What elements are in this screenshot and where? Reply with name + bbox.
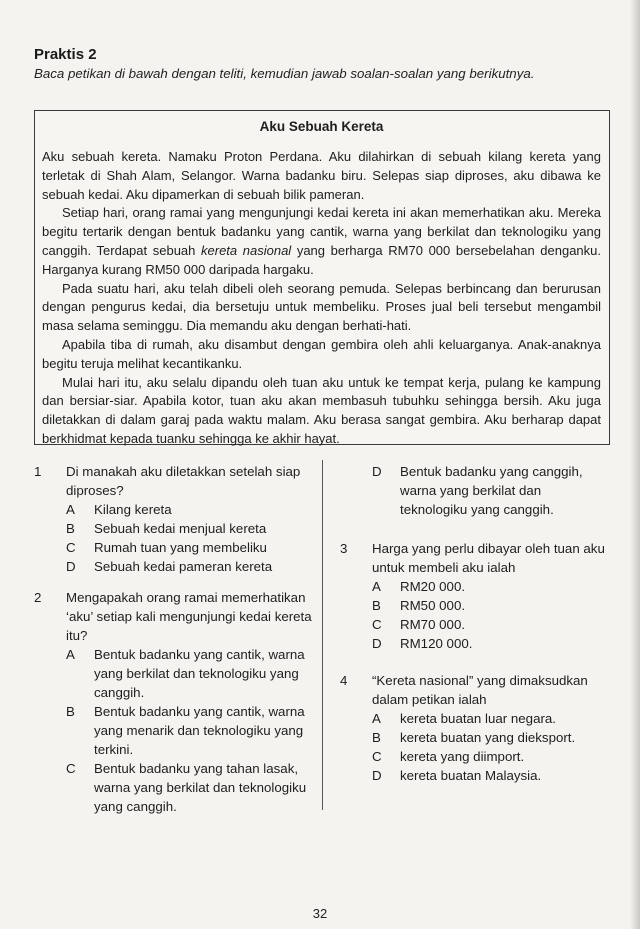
option-text: kereta buatan yang dieksport. <box>400 730 576 745</box>
instruction-text: Baca petikan di bawah dengan teliti, kemudian jawab soalan-soalan yang berikutnya. <box>34 66 535 81</box>
option-a[interactable] <box>372 709 612 728</box>
option-letter: A <box>66 502 75 517</box>
option-text: kereta buatan luar negara. <box>400 711 556 726</box>
passage-title: Aku Sebuah Kereta <box>259 119 384 134</box>
option-letter: B <box>372 730 381 745</box>
passage-italic-term: kereta nasional <box>201 242 292 258</box>
passage-paragraph-3: Pada suatu hari, aku telah dibeli oleh seorang pemuda. Selepas berbincang dan berurusan dengan pengurus kedai, dia bersetuju untuk membeliku. Proses jual beli tersebut mengambil masa selama seminggu. Dia memandu aku dengan berhati-hati. <box>42 280 601 334</box>
option-c[interactable] <box>66 538 316 557</box>
option-letter: D <box>372 636 382 651</box>
option-a[interactable] <box>66 500 316 519</box>
option-letter: D <box>66 559 76 574</box>
question-number: 2 <box>34 590 42 605</box>
option-text: RM120 000. <box>400 636 473 651</box>
question-number: 4 <box>340 673 348 688</box>
option-text: Sebuah kedai menjual kereta <box>94 521 267 536</box>
option-text: Bentuk badanku yang cantik, warna yang menarik dan teknologiku yang terkini. <box>94 704 305 757</box>
option-text: RM50 000. <box>400 598 466 613</box>
column-divider <box>322 460 323 810</box>
option-letter: B <box>66 704 75 719</box>
question-2-continued <box>340 462 612 519</box>
option-text: Rumah tuan yang membeliku <box>94 540 267 555</box>
option-text: Bentuk badanku yang cantik, warna yang berkilat dan teknologiku yang canggih. <box>94 647 305 700</box>
option-text: kereta buatan Malaysia. <box>400 768 542 783</box>
question-2 <box>34 588 316 816</box>
option-text: Sebuah kedai pameran kereta <box>94 559 273 574</box>
option-c[interactable] <box>372 747 612 766</box>
passage-text: Setiap hari, orang ramai yang mengunjungi kedai kereta ini akan memerhatikan aku. Mereka begitu tertarik dengan bentuk badanku yang cantik, warna yang berkilat dan teknologiku yang canggih. Terdapat sebuah <box>42 205 601 258</box>
option-letter: B <box>372 598 381 613</box>
question-text: Mengapakah orang ramai memerhatikan ‘aku’ setiap kali mengunjungi kedai kereta itu? <box>66 590 312 643</box>
option-letter: D <box>372 768 382 783</box>
option-text: Bentuk badanku yang tahan lasak, warna yang berkilat dan teknologiku yang canggih. <box>94 761 307 814</box>
page-number: 32 <box>312 906 328 921</box>
option-text: Bentuk badanku yang canggih, warna yang berkilat dan teknologiku yang canggih. <box>400 464 583 517</box>
passage-paragraph-1: Aku sebuah kereta. Namaku Proton Perdana. Aku dilahirkan di sebuah kilang kereta yang terletak di Shah Alam, Selangor. Warna badanku biru. Selepas siap diproses, aku dibawa ke sebuah kedai. Aku dipamerkan di sebuah bilik pameran. <box>42 149 601 202</box>
question-3 <box>340 539 612 653</box>
question-number: 1 <box>34 464 42 479</box>
option-letter: A <box>372 579 381 594</box>
option-b[interactable] <box>66 702 316 759</box>
option-b[interactable] <box>372 728 612 747</box>
question-number: 3 <box>340 541 348 556</box>
page-header <box>34 46 614 81</box>
option-b[interactable] <box>372 596 612 615</box>
option-d[interactable] <box>372 766 612 785</box>
questions-right-column <box>340 462 612 797</box>
option-letter: B <box>66 521 75 536</box>
question-4 <box>340 671 612 785</box>
passage-body <box>42 148 601 449</box>
question-text: Harga yang perlu dibayar oleh tuan aku untuk membeli aku ialah <box>372 541 605 575</box>
option-d[interactable] <box>66 557 316 576</box>
option-b[interactable] <box>66 519 316 538</box>
option-letter: A <box>66 647 75 662</box>
option-c[interactable] <box>372 615 612 634</box>
question-text: “Kereta nasional” yang dimaksudkan dalam petikan ialah <box>372 673 588 707</box>
option-d[interactable] <box>372 634 612 653</box>
questions-left-column <box>34 462 316 828</box>
option-letter: C <box>372 617 382 632</box>
option-letter: A <box>372 711 381 726</box>
question-1 <box>34 462 316 576</box>
section-title: Praktis 2 <box>34 46 97 63</box>
option-letter: D <box>372 464 382 479</box>
option-letter: C <box>66 761 76 776</box>
question-text: Di manakah aku diletakkan setelah siap diproses? <box>66 464 301 498</box>
option-letter: C <box>66 540 76 555</box>
option-text: kereta yang diimport. <box>400 749 525 764</box>
passage-text: yang berharga RM70 000 bersebelahan denganku. Harganya kurang RM50 000 daripada hargaku. <box>42 242 602 277</box>
option-d[interactable] <box>372 462 612 519</box>
passage-box <box>34 110 610 445</box>
option-text: Kilang kereta <box>94 502 172 517</box>
page-edge-shadow <box>630 0 640 929</box>
passage-paragraph-5: Mulai hari itu, aku selalu dipandu oleh tuan aku untuk ke tempat kerja, pulang ke kampung dan bersiar-siar. Apabila kotor, tuan aku akan membasuh tubuhku sehingga bersih. Aku juga diletakkan di dalam garaj pada waktu malam. Aku berasa sangat gembira. Aku berharap dapat berkhidmat kepada tuanku sehingga ke akhir hayat. <box>42 374 601 446</box>
option-a[interactable] <box>66 645 316 702</box>
option-text: RM70 000. <box>400 617 466 632</box>
option-c[interactable] <box>66 759 316 816</box>
passage-paragraph-4: Apabila tiba di rumah, aku disambut dengan gembira oleh ahli keluarganya. Anak-anaknya begitu teruja melihat kecantikanku. <box>42 336 601 371</box>
option-letter: C <box>372 749 382 764</box>
option-text: RM20 000. <box>400 579 466 594</box>
passage-paragraph-2 <box>42 204 601 279</box>
option-a[interactable] <box>372 577 612 596</box>
